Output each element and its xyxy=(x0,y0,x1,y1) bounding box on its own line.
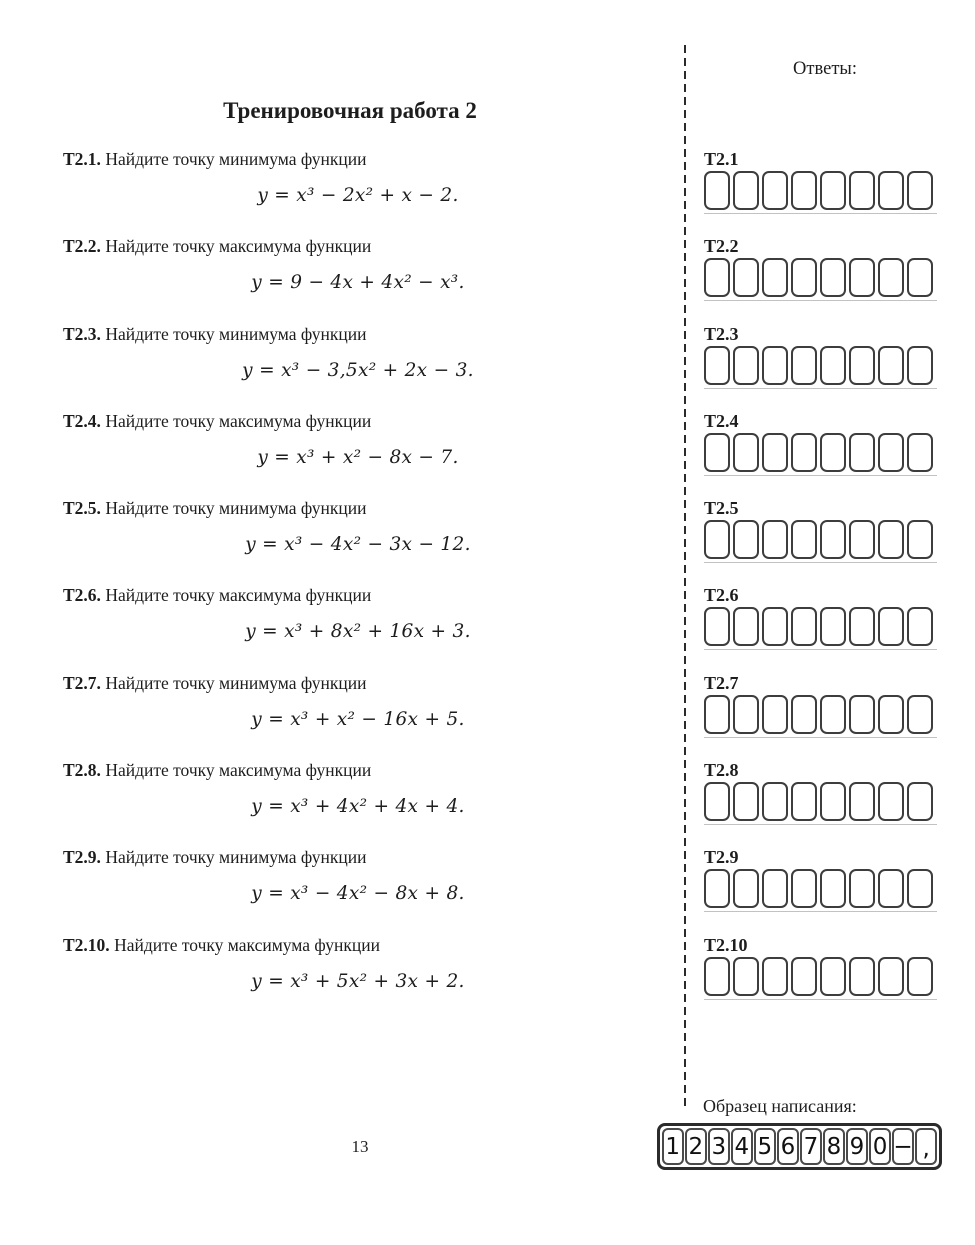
answer-cell xyxy=(762,346,788,385)
answer-cell xyxy=(878,433,904,472)
answer-cell xyxy=(820,869,846,908)
answer-row-label: Т2.6 xyxy=(704,585,739,606)
answer-cell xyxy=(733,171,759,210)
answer-cells-row xyxy=(704,346,937,389)
answer-cell xyxy=(878,782,904,821)
problem xyxy=(63,846,653,933)
answer-cell xyxy=(907,520,933,559)
answer-cell xyxy=(791,957,817,996)
answer-cell xyxy=(762,957,788,996)
sample-label: Образец написания: xyxy=(703,1096,857,1116)
problem-statement xyxy=(63,497,653,519)
answer-row-label: Т2.7 xyxy=(704,672,739,693)
problem-statement xyxy=(63,584,653,606)
problem xyxy=(63,672,653,759)
answer-cell xyxy=(907,695,933,734)
answer-cell xyxy=(791,695,817,734)
answer-cell xyxy=(791,346,817,385)
answer-cell xyxy=(849,433,875,472)
answer-cells-row xyxy=(704,957,937,1000)
answer-cell xyxy=(733,957,759,996)
answer-cell xyxy=(791,520,817,559)
problem-number: Т2.4. xyxy=(63,410,101,431)
answer-cell xyxy=(820,695,846,734)
problem xyxy=(63,497,653,584)
answer-cell xyxy=(791,258,817,297)
answer-row-label: Т2.2 xyxy=(704,236,739,257)
problem-number: Т2.3. xyxy=(63,323,101,344)
problem-number: Т2.5. xyxy=(63,498,101,519)
answer-cell xyxy=(733,433,759,472)
problem-number: Т2.8. xyxy=(63,760,101,781)
answer-cell xyxy=(849,695,875,734)
sample-char-cell: 5 xyxy=(754,1128,776,1165)
answer-cells-row xyxy=(704,433,937,476)
problem-text: Найдите точку максимума функции xyxy=(105,410,372,431)
answers-header: Ответы: xyxy=(793,59,857,79)
answer-cell xyxy=(704,869,730,908)
problem-text: Найдите точку максимума функции xyxy=(105,585,372,606)
answer-row xyxy=(704,325,949,412)
answer-cells-row xyxy=(704,695,937,738)
problem xyxy=(63,148,653,235)
answer-cells-row xyxy=(704,869,937,912)
answer-cell xyxy=(907,258,933,297)
answer-cell xyxy=(907,433,933,472)
problem-number: Т2.2. xyxy=(63,236,101,257)
problem-text: Найдите точку минимума функции xyxy=(105,323,367,344)
answer-cell xyxy=(878,171,904,210)
sample-char-cell: 2 xyxy=(685,1128,707,1165)
problem-formula: y = x³ + 8x² + 16x + 3. xyxy=(245,621,471,643)
problem-statement xyxy=(63,846,653,868)
problem-formula: y = x³ − 2x² + x − 2. xyxy=(257,185,459,206)
answer-cell xyxy=(820,258,846,297)
page-title: Тренировочная работа 2 xyxy=(223,98,477,123)
answer-cell xyxy=(907,346,933,385)
answer-cell xyxy=(704,520,730,559)
problem-formula: y = x³ − 4x² − 3x − 12. xyxy=(245,534,471,556)
problem-number: Т2.1. xyxy=(63,149,101,169)
problem-number: Т2.10. xyxy=(63,934,110,955)
sample-digits-row xyxy=(657,1123,942,1170)
answer-cell xyxy=(733,695,759,734)
answer-cell xyxy=(704,346,730,385)
sample-char-cell: 1 xyxy=(662,1128,684,1165)
answer-cell xyxy=(704,433,730,472)
answer-cell xyxy=(791,433,817,472)
answer-cell xyxy=(820,433,846,472)
answer-cell xyxy=(704,171,730,210)
problem-statement xyxy=(63,148,653,170)
answer-cell xyxy=(791,782,817,821)
problem-statement xyxy=(63,934,653,956)
answer-cell xyxy=(820,782,846,821)
answers-list xyxy=(704,150,949,1023)
answer-cell xyxy=(878,695,904,734)
answer-cell xyxy=(878,869,904,908)
problems-list xyxy=(63,148,653,1021)
problem-text: Найдите точку минимума функции xyxy=(105,672,367,693)
answer-cells-row xyxy=(704,171,937,214)
sample-char-cell: 7 xyxy=(800,1128,822,1165)
answer-cell xyxy=(733,346,759,385)
answer-row xyxy=(704,936,949,1023)
answer-cell xyxy=(704,782,730,821)
answer-cell xyxy=(820,171,846,210)
answer-row-label: Т2.8 xyxy=(704,760,739,781)
sample-char-cell: 8 xyxy=(823,1128,845,1165)
answer-row xyxy=(704,586,949,673)
answer-cell xyxy=(907,171,933,210)
sample-char-cell: 4 xyxy=(731,1128,753,1165)
answer-cell xyxy=(704,258,730,297)
answer-cell xyxy=(820,607,846,646)
answer-cell xyxy=(704,695,730,734)
problem-number: Т2.9. xyxy=(63,847,101,868)
answer-cells-row xyxy=(704,607,937,650)
answer-row xyxy=(704,674,949,761)
answer-cell xyxy=(820,957,846,996)
answer-cell xyxy=(791,607,817,646)
problem-text: Найдите точку максимума функции xyxy=(105,760,372,781)
answer-cell xyxy=(849,346,875,385)
problem-formula: y = x³ + x² − 16x + 5. xyxy=(251,708,465,730)
problem xyxy=(63,410,653,497)
problem-number: Т2.7. xyxy=(63,672,101,693)
answer-row-label: Т2.5 xyxy=(704,498,739,519)
problem-text: Найдите точку максимума функции xyxy=(114,934,381,955)
answer-cell xyxy=(878,520,904,559)
answer-cell xyxy=(849,869,875,908)
answer-cell xyxy=(878,346,904,385)
problem xyxy=(63,584,653,671)
answer-cell xyxy=(704,957,730,996)
sample-char-cell: 9 xyxy=(846,1128,868,1165)
problem xyxy=(63,934,653,1021)
answer-cell xyxy=(762,258,788,297)
answer-cell xyxy=(849,171,875,210)
answer-row xyxy=(704,848,949,935)
answer-cell xyxy=(878,957,904,996)
answer-cell xyxy=(907,957,933,996)
problem xyxy=(63,759,653,846)
problem-statement xyxy=(63,410,653,432)
problem-text: Найдите точку минимума функции xyxy=(105,498,367,519)
problem-formula: y = x³ + 4x² + 4x + 4. xyxy=(251,796,465,818)
answer-cell xyxy=(762,782,788,821)
problem-formula: y = x³ + 5x² + 3x + 2. xyxy=(251,970,465,992)
answer-cell xyxy=(733,258,759,297)
answer-row-label: Т2.9 xyxy=(704,847,739,868)
answer-cell xyxy=(733,520,759,559)
sample-char-cell: − xyxy=(892,1128,914,1165)
problem-text: Найдите точку минимума функции xyxy=(105,847,367,868)
answer-cell xyxy=(762,695,788,734)
answer-cell xyxy=(791,869,817,908)
answer-cell xyxy=(849,520,875,559)
sample-char-cell: 6 xyxy=(777,1128,799,1165)
answer-cell xyxy=(820,346,846,385)
problem-text: Найдите точку максимума функции xyxy=(105,236,372,257)
answer-cell xyxy=(762,520,788,559)
answer-cell xyxy=(907,869,933,908)
problem-formula: y = x³ + x² − 8x − 7. xyxy=(257,446,459,468)
answer-row xyxy=(704,237,949,324)
sample-char-cell: 0 xyxy=(869,1128,891,1165)
answer-cell xyxy=(849,258,875,297)
answer-cell xyxy=(791,171,817,210)
answer-row xyxy=(704,499,949,586)
answer-cells-row xyxy=(704,782,937,825)
problem-formula: y = 9 − 4x + 4x² − x³. xyxy=(251,272,465,294)
answer-cell xyxy=(849,782,875,821)
sample-char-cell: 3 xyxy=(708,1128,730,1165)
answer-cell xyxy=(878,258,904,297)
problem-statement xyxy=(63,759,653,781)
answer-cell xyxy=(733,607,759,646)
answer-row-label: Т2.10 xyxy=(704,934,748,955)
page-number: 13 xyxy=(351,1137,369,1156)
answer-cells-row xyxy=(704,520,937,563)
answer-cell xyxy=(704,607,730,646)
problem-statement xyxy=(63,323,653,345)
answer-cell xyxy=(878,607,904,646)
answer-cell xyxy=(907,782,933,821)
answer-cell xyxy=(907,607,933,646)
problem-statement xyxy=(63,235,653,257)
problem-text: Найдите точку минимума функции xyxy=(105,149,367,169)
problem-number: Т2.6. xyxy=(63,585,101,606)
problem-formula: y = x³ − 3,5x² + 2x − 3. xyxy=(242,359,474,381)
dashed-divider xyxy=(684,45,686,1107)
answer-cell xyxy=(820,520,846,559)
answer-cell xyxy=(762,869,788,908)
answer-row-label: Т2.4 xyxy=(704,410,739,431)
problem xyxy=(63,323,653,410)
answer-row xyxy=(704,412,949,499)
problem-formula: y = x³ − 4x² − 8x + 8. xyxy=(251,883,465,905)
answer-cell xyxy=(733,782,759,821)
answer-cell xyxy=(733,869,759,908)
answer-cell xyxy=(762,171,788,210)
answer-cell xyxy=(849,607,875,646)
answer-row xyxy=(704,761,949,848)
answer-cell xyxy=(762,433,788,472)
answer-row-label: Т2.1 xyxy=(704,149,739,169)
answer-row xyxy=(704,150,949,237)
answer-cell xyxy=(849,957,875,996)
problem-statement xyxy=(63,672,653,694)
sample-char-cell: , xyxy=(915,1128,937,1165)
answer-cell xyxy=(762,607,788,646)
answer-cells-row xyxy=(704,258,937,301)
answer-row-label: Т2.3 xyxy=(704,323,739,344)
problem xyxy=(63,235,653,322)
